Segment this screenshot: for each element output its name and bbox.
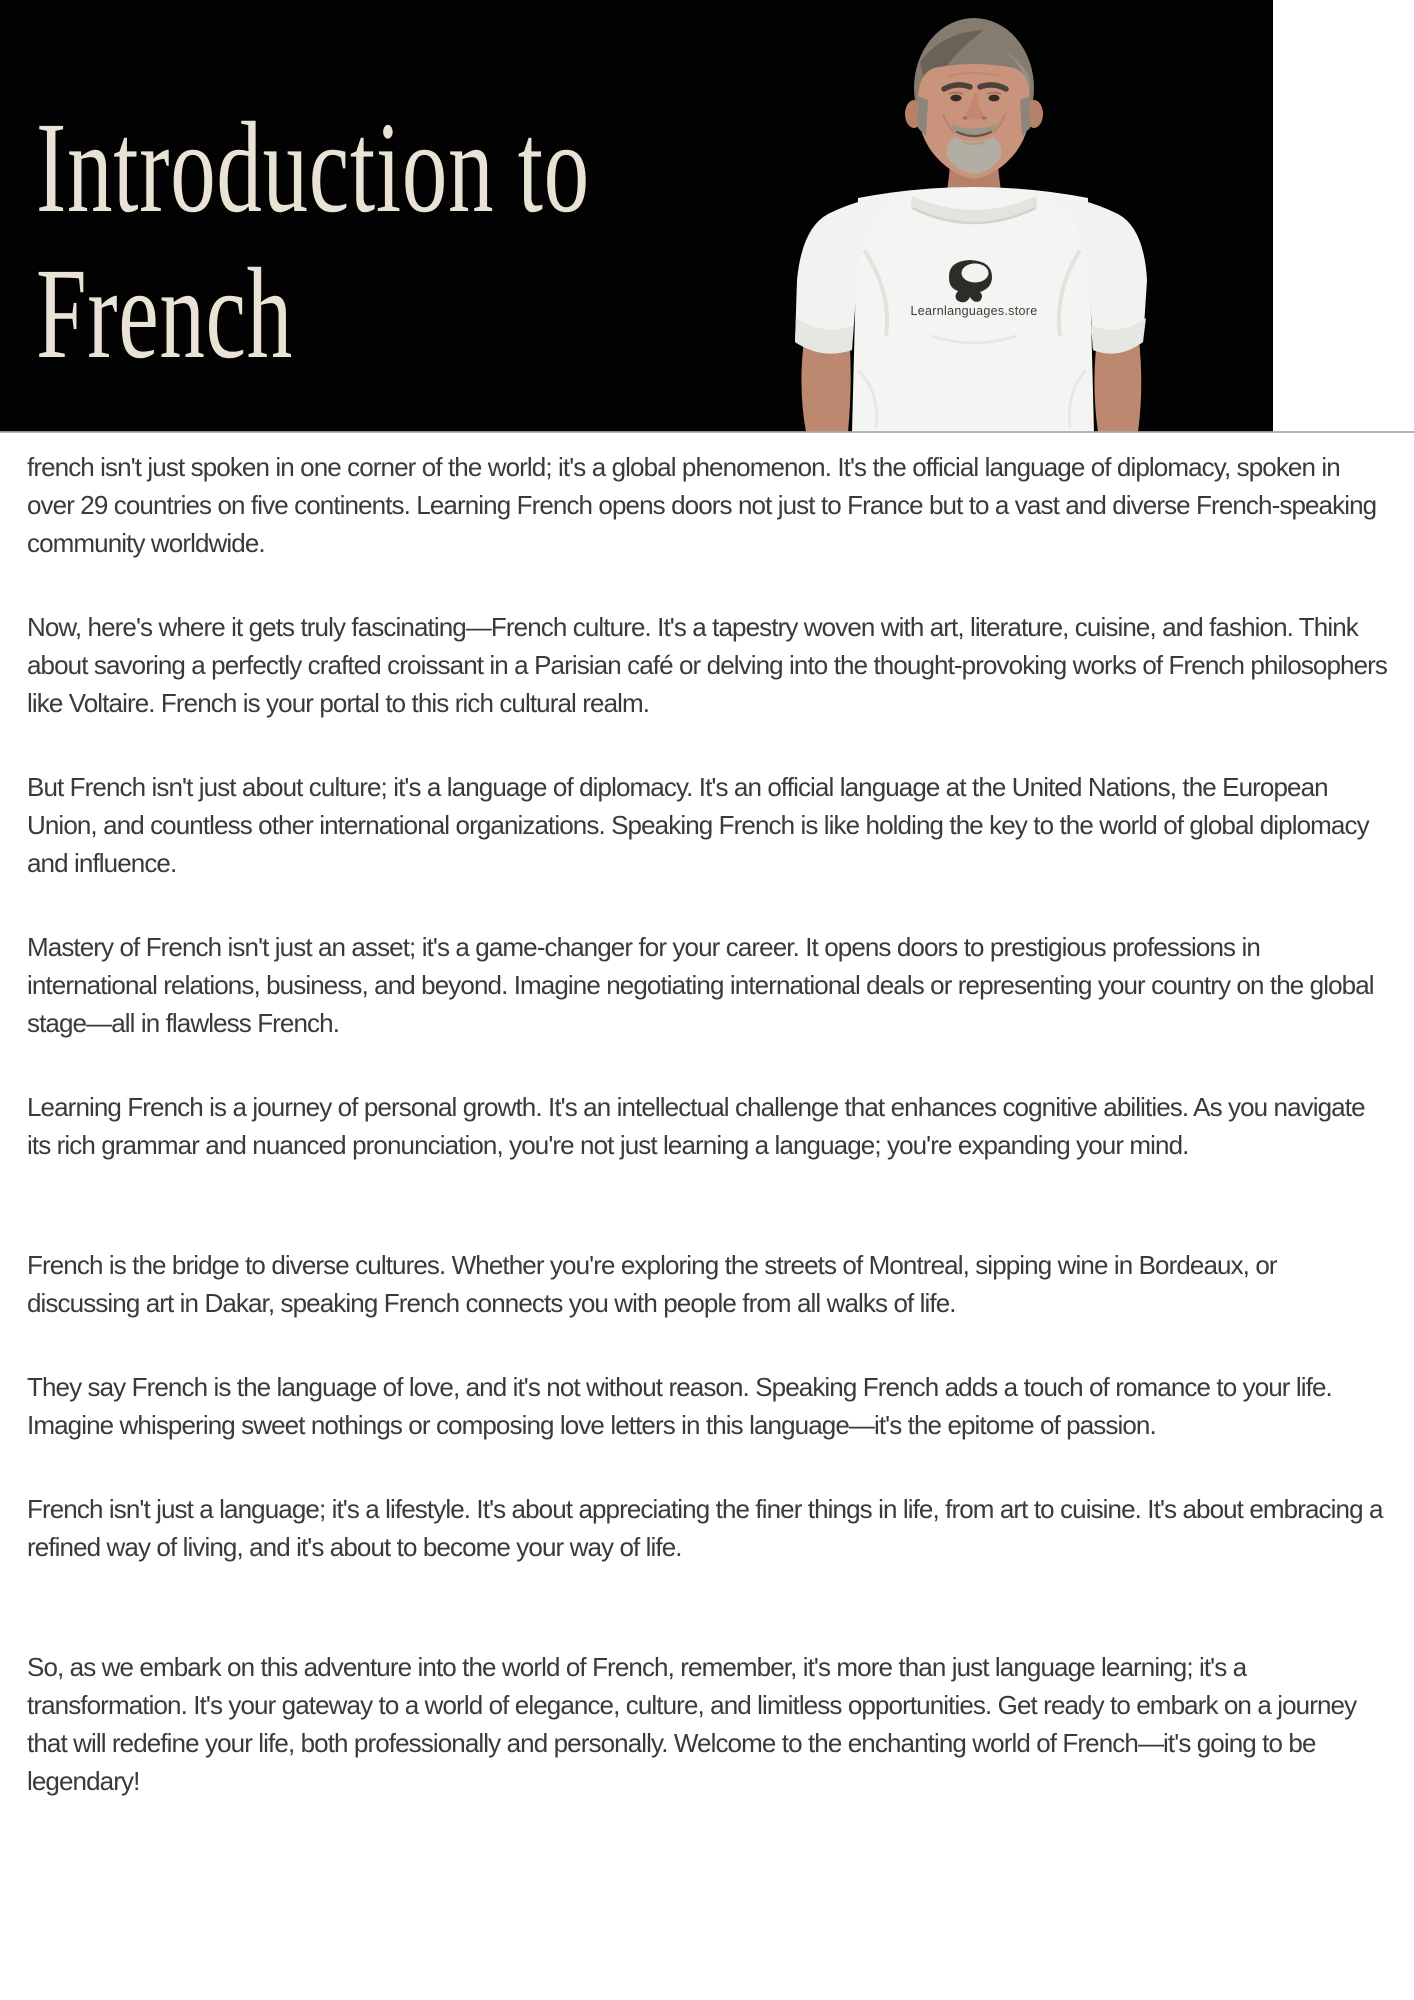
arm-right bbox=[1094, 340, 1141, 432]
paragraph: Learning French is a journey of personal growth. It's an intellectual challenge that enhances cognitive abilities. As you navigate its rich grammar and nuanced pronunciation, you're not just learning a language; you're expanding your mind. bbox=[27, 1092, 1365, 1160]
paragraph: Mastery of French isn't just an asset; it's a game-changer for your career. It opens doors to prestigious professions in international relations, business, and beyond. Imagine negotiating international deals or representing your country on the global stage—all in flawless French. bbox=[27, 932, 1374, 1038]
arm-left bbox=[801, 340, 850, 432]
hero-banner bbox=[0, 0, 1273, 432]
paragraph: They say French is the language of love, and it's not without reason. Speaking French adds a touch of romance to your life. Imagine whispering sweet nothings or composing love letters in this language—it's the epitome of passion. bbox=[27, 1372, 1332, 1440]
instructor-photo bbox=[650, 0, 1273, 432]
paragraph: french isn't just spoken in one corner of the world; it's a global phenomenon. It's the official language of diplomacy, spoken in over 29 countries on five continents. Learning French opens doors not just to France but to a vast and diverse French-speaking community worldwide. bbox=[27, 452, 1377, 558]
article-body bbox=[0, 434, 1414, 1846]
shirt-logo-text: Learnlanguages.store bbox=[910, 304, 1038, 318]
page-title bbox=[36, 95, 590, 387]
page-title-line1: Introduction to bbox=[36, 96, 590, 240]
paragraph: So, as we embark on this adventure into the world of French, remember, it's more than just language learning; it's a transformation. It's your gateway to a world of elegance, culture, and limitless opportunities. Get ready to embark on a journey that will redefine your life, both professionally and personally. Welcome to the enchanting world of French—it's going to be legendary! bbox=[27, 1652, 1357, 1796]
page-title-line2: French bbox=[36, 242, 293, 386]
paragraph: French is the bridge to diverse cultures. Whether you're exploring the streets of Montreal, sipping wine in Bordeaux, or discussing art in Dakar, speaking French connects you with people from all walks of life. bbox=[27, 1250, 1277, 1318]
paragraph: Now, here's where it gets truly fascinating—French culture. It's a tapestry woven with art, literature, cuisine, and fashion. Think about savoring a perfectly crafted croissant in a Parisian café or delving into the thought-provoking works of French philosophers like Voltaire. French is your portal to this rich cultural realm. bbox=[27, 612, 1388, 718]
paragraph: French isn't just a language; it's a lifestyle. It's about appreciating the finer things in life, from art to cuisine. It's about embracing a refined way of living, and it's about to become your way of life. bbox=[27, 1494, 1383, 1562]
paragraph: But French isn't just about culture; it's a language of diplomacy. It's an official language at the United Nations, the European Union, and countless other international organizations. Speaking French is like holding the key to the world of global diplomacy and influence. bbox=[27, 772, 1369, 878]
header-divider bbox=[0, 431, 1414, 433]
